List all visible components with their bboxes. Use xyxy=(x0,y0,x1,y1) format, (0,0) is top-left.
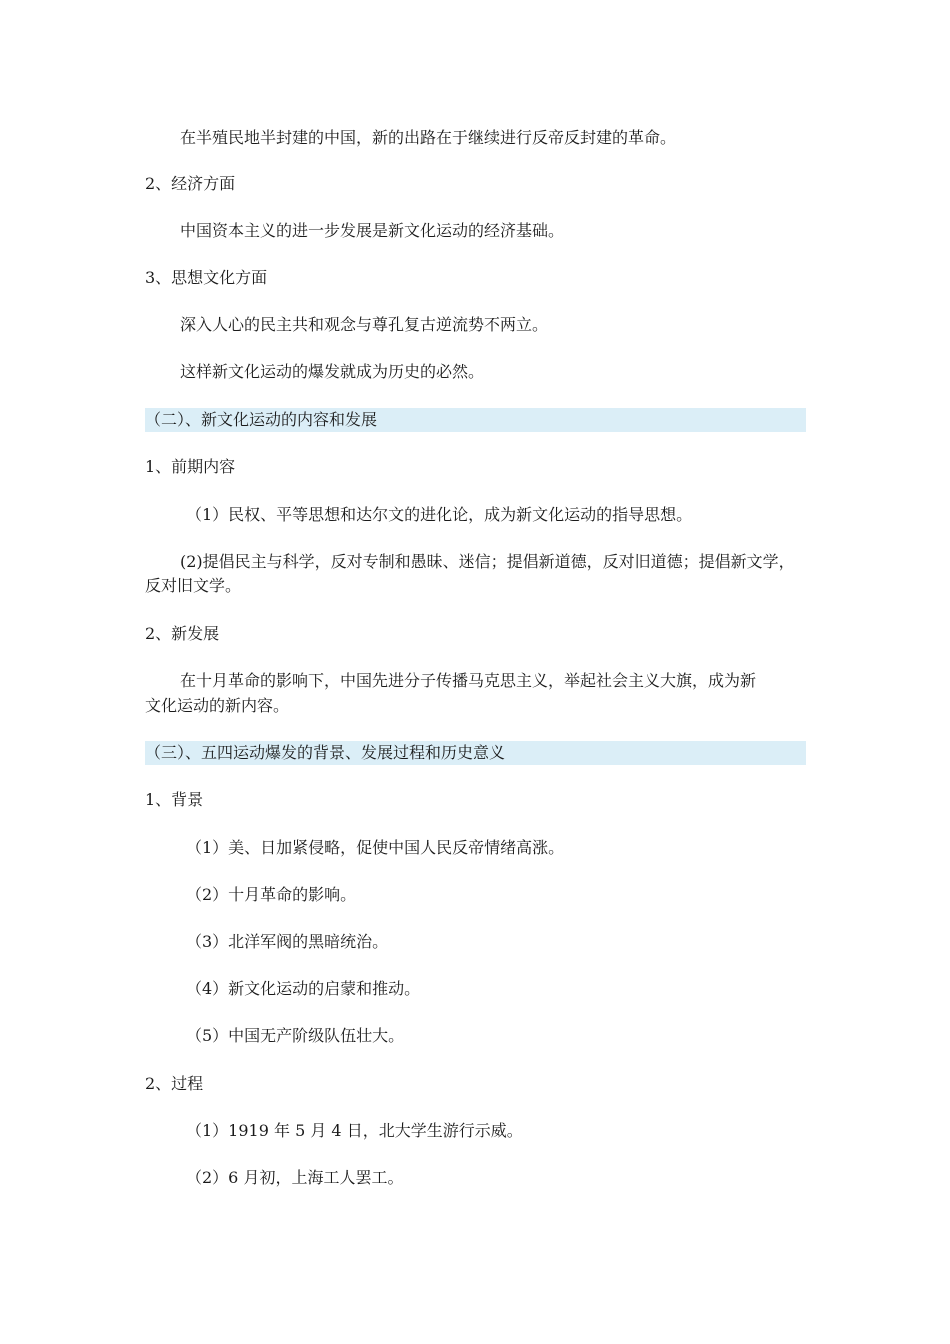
paragraph-line: 在十月革命的影响下，中国先进分子传播马克思主义，举起社会主义大旗，成为新 xyxy=(180,671,757,690)
list-item: （3）北洋军阀的黑暗统治。 xyxy=(186,932,389,951)
subheading: 2、经济方面 xyxy=(145,174,236,193)
section-heading: （二）、新文化运动的内容和发展 xyxy=(145,408,806,432)
subheading: 2、新发展 xyxy=(145,624,220,643)
list-item: （1）民权、平等思想和达尔文的进化论，成为新文化运动的指导思想。 xyxy=(186,505,693,524)
list-item: （1）1919 年 5 月 4 日，北大学生游行示威。 xyxy=(186,1121,523,1140)
subheading: 1、背景 xyxy=(145,790,204,809)
paragraph: 深入人心的民主共和观念与尊孔复古逆流势不两立。 xyxy=(180,315,549,334)
list-item: （4）新文化运动的启蒙和推动。 xyxy=(186,979,421,998)
section-heading: （三）、五四运动爆发的背景、发展过程和历史意义 xyxy=(145,741,806,765)
paragraph: 这样新文化运动的爆发就成为历史的必然。 xyxy=(180,362,485,381)
paragraph: 中国资本主义的进一步发展是新文化运动的经济基础。 xyxy=(180,221,565,240)
list-item: （2）6 月初，上海工人罢工。 xyxy=(186,1168,404,1187)
paragraph-line: (2)提倡民主与科学，反对专制和愚昧、迷信；提倡新道德，反对旧道德；提倡新文学， xyxy=(180,552,795,571)
paragraph: 在半殖民地半封建的中国，新的出路在于继续进行反帝反封建的革命。 xyxy=(180,128,677,147)
paragraph-line: 反对旧文学。 xyxy=(145,576,242,595)
list-item: （5）中国无产阶级队伍壮大。 xyxy=(186,1026,405,1045)
subheading: 3、思想文化方面 xyxy=(145,268,268,287)
paragraph-line: 文化运动的新内容。 xyxy=(145,696,290,715)
list-item: （2）十月革命的影响。 xyxy=(186,885,357,904)
subheading: 1、前期内容 xyxy=(145,457,236,476)
list-item: （1）美、日加紧侵略，促使中国人民反帝情绪高涨。 xyxy=(186,838,565,857)
subheading: 2、过程 xyxy=(145,1074,204,1093)
